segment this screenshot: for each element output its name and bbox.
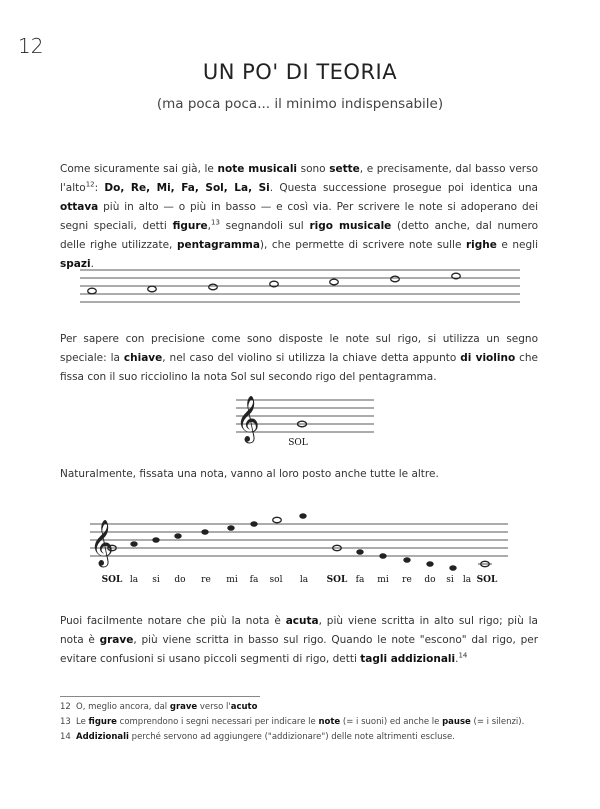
whole-note — [209, 284, 218, 290]
scale-paragraph: Naturalmente, fissata una nota, vanno al loro posto anche tutte le altre. — [60, 468, 439, 480]
scale-label: mi — [226, 575, 238, 585]
scale-staff — [90, 512, 508, 588]
clef-note-label: SOL — [288, 438, 308, 448]
treble-clef-icon: 𝄞 — [90, 520, 114, 566]
scale-label: sol — [269, 575, 283, 585]
scale-label: si — [152, 575, 160, 585]
note — [131, 542, 137, 547]
page-subtitle: (ma poca poca... il minimo indispensabile) — [156, 96, 444, 112]
note — [175, 534, 181, 539]
scale-label: SOL — [326, 575, 348, 585]
footnote-ref-13: 13 — [210, 218, 220, 227]
scale-label: la — [462, 575, 472, 585]
note — [251, 522, 257, 527]
whole-note — [330, 279, 339, 285]
footnotes — [60, 696, 540, 745]
note — [404, 558, 410, 563]
scale-label: la — [299, 575, 309, 585]
note — [228, 526, 234, 531]
page-title: UN PO' DI TEORIA — [202, 60, 398, 84]
scale-label: re — [402, 575, 412, 585]
page-number: 12 — [18, 34, 44, 58]
whole-note — [391, 276, 400, 282]
scale-label: si — [446, 575, 454, 585]
scale-label: do — [174, 575, 186, 585]
scale-label: la — [129, 575, 139, 585]
whole-note — [273, 517, 282, 522]
scale-label: re — [201, 575, 211, 585]
footnote-14: 14 Addizionali perché servono ad aggiungere ("addizionare") delle note altrimenti escluse. — [60, 732, 455, 742]
clef-paragraph: Per sapere con precisione come sono disposte le note sul rigo, si utilizza un segno speciale: la chiave, nel caso del violino si utilizza la chiave detta appunto di violino che fissa con il suo ricciolino la nota Sol sul secondo rigo del pentagramma. — [60, 333, 539, 383]
note — [153, 538, 159, 543]
note — [427, 562, 433, 567]
footnote-ref-12: 12 — [85, 180, 95, 189]
scale-label: do — [424, 575, 436, 585]
scale-label: SOL — [476, 575, 498, 585]
scale-label: fa — [249, 575, 259, 585]
note — [300, 514, 306, 519]
intro-paragraph: Come sicuramente sai già, le note musicali sono sette, e precisamente, dal basso verso l'alto$^{12}$: Do, Re, Mi, Fa, Sol, La, Si. Questa successione prosegue poi identica una ottava più in alto — o più in basso — e così via. Per scrivere le note si adoperano dei segni speciali, detti figure,$^{13}$ segnandoli sul rigo musicale (detto anche, dal numero delle righe utilizzate, pentagramma), che permette di scrivere note sulle righe e negli spazi. — [60, 163, 539, 270]
scale-label: fa — [355, 575, 365, 585]
staff-notes-example — [80, 262, 520, 312]
scale-label: mi — [377, 575, 389, 585]
footnote-12: 12 O, meglio ancora, dal grave verso l'acuto — [60, 702, 258, 712]
treble-clef-example — [236, 388, 374, 448]
footnote-13: 13 Le figure comprendono i segni necessari per indicare le note (= i suoni) ed anche le pause (= i silenzi). — [60, 717, 525, 727]
footnote-ref-14: 14 — [458, 651, 468, 660]
scale-label: SOL — [101, 575, 123, 585]
note — [202, 530, 208, 535]
note — [380, 554, 386, 559]
whole-note — [148, 286, 157, 292]
note — [450, 566, 456, 571]
whole-note — [88, 288, 97, 294]
treble-clef-icon: 𝄞 — [236, 396, 260, 442]
ledger-lines-paragraph: Puoi facilmente notare che più la nota è acuta, più viene scritta in alto sul rigo; più la nota è grave, più viene scritta in basso sul rigo. Quando le note "escono" dal rigo, per evitare confusioni si usano piccoli segmenti di rigo, detti tagli addizionali.$^{14}$ — [60, 615, 539, 665]
note — [357, 550, 363, 555]
footnote-divider — [60, 696, 260, 697]
